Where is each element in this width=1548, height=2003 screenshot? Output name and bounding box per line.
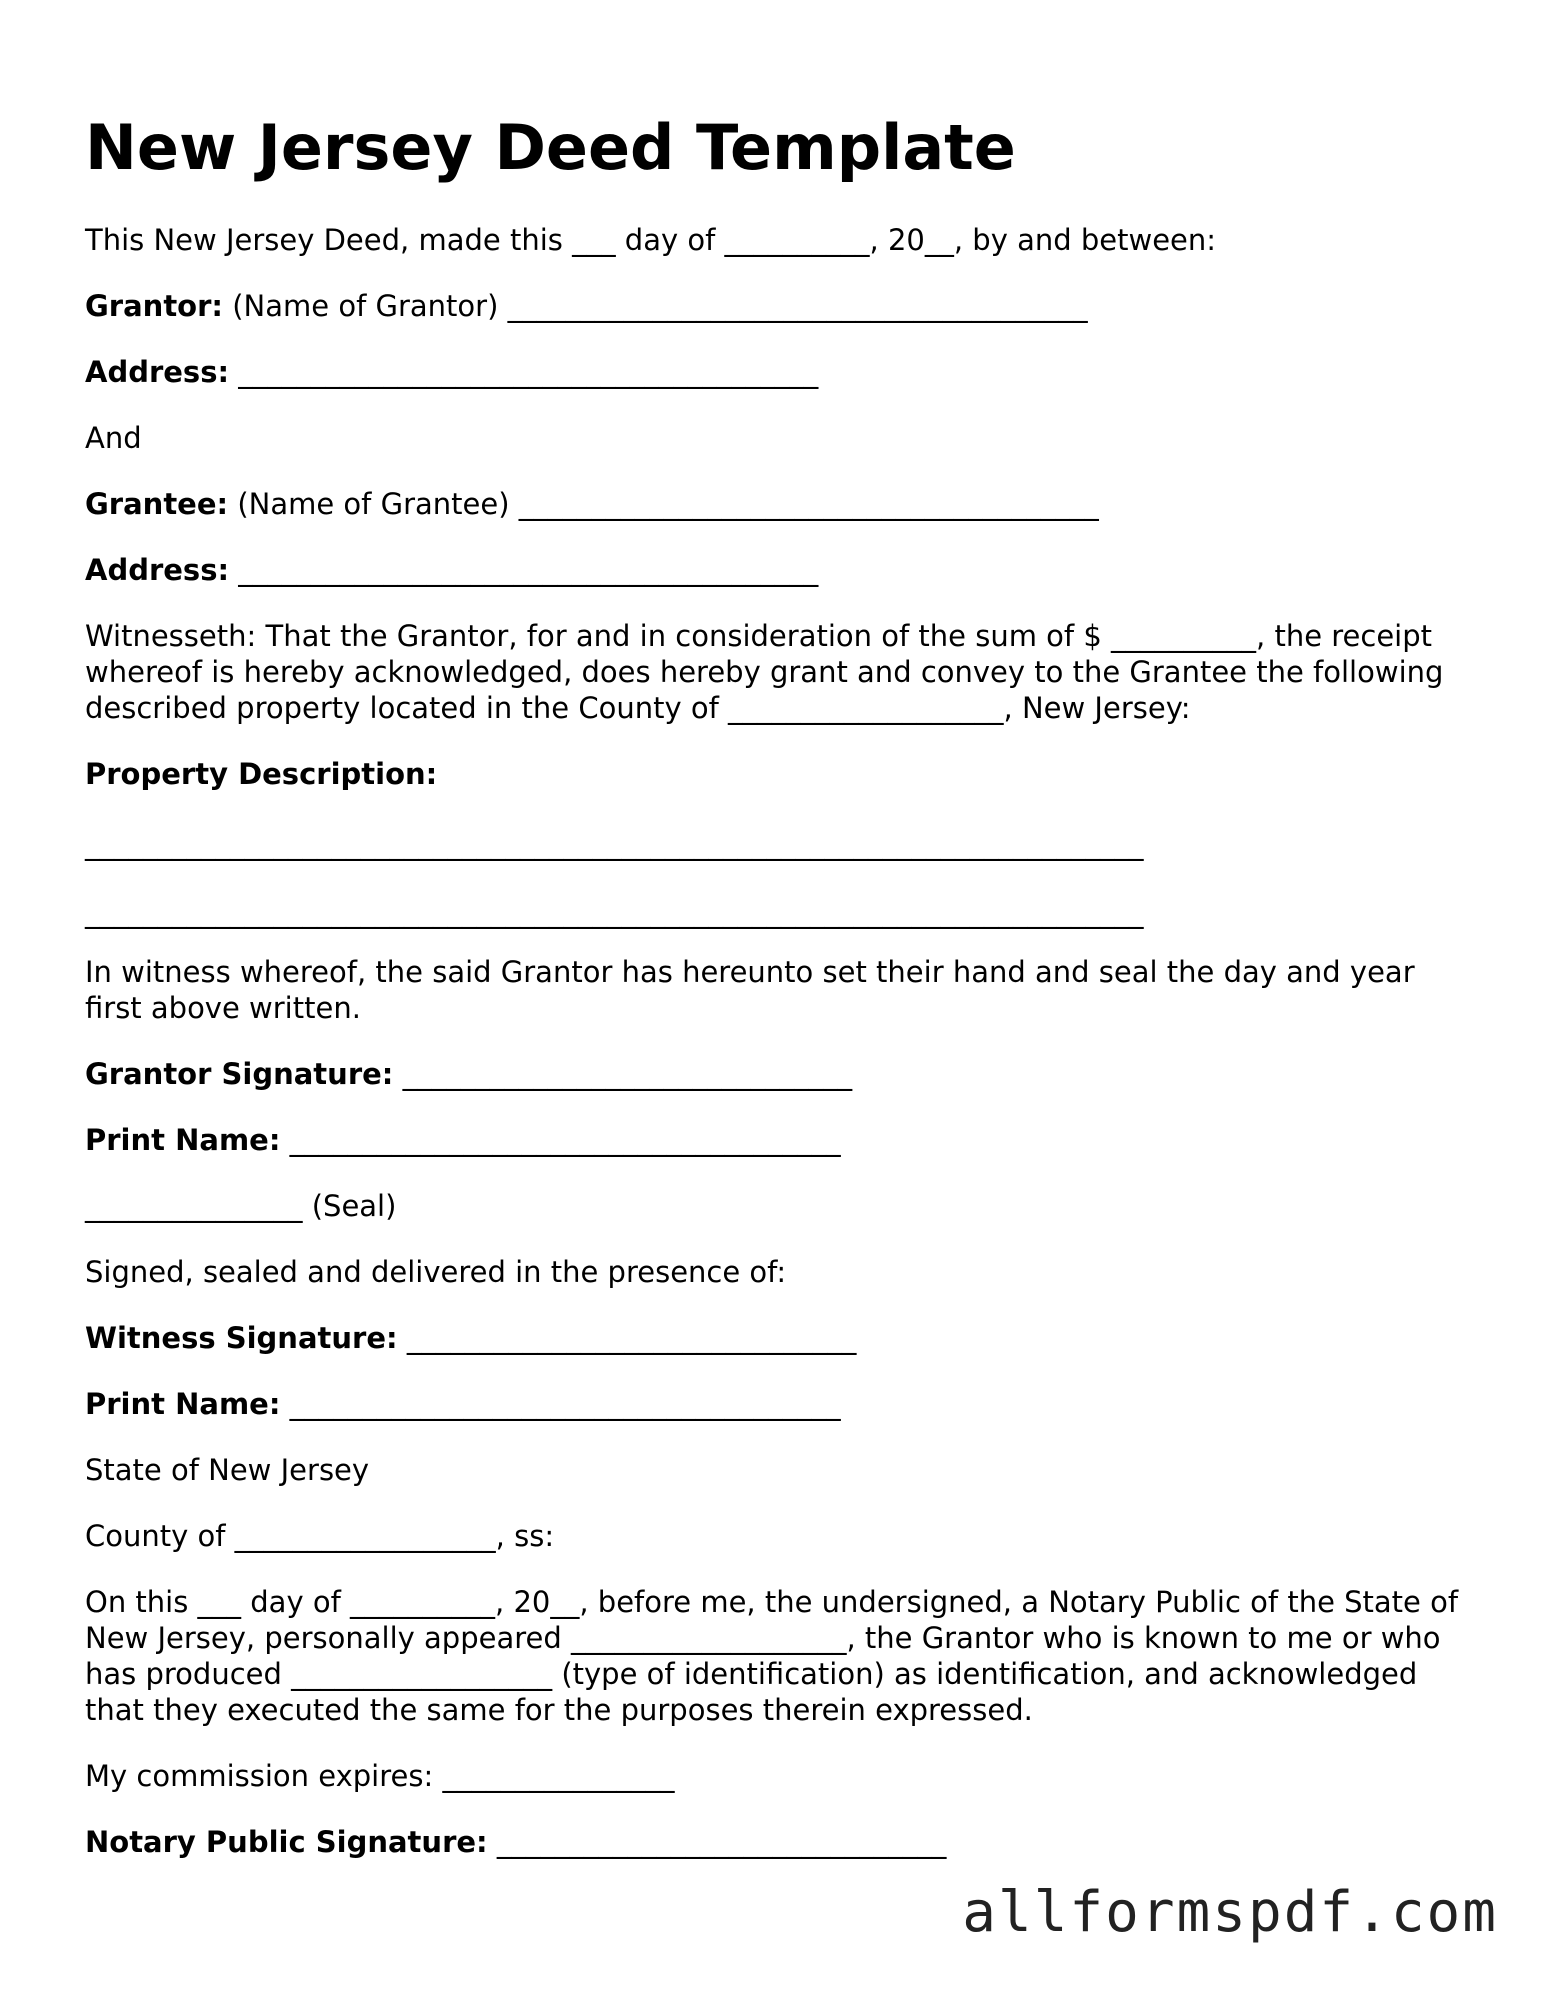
property-description-line-1: _________________________________________________________________________ [85,827,1144,861]
in-witness-paragraph: In witness whereof, the said Grantor has hereunto set their hand and seal the day and year first above written. [85,955,1415,1025]
county-of-text: County of __________________, ss: [85,1519,555,1553]
page-title: New Jersey Deed Template [85,111,1016,184]
state-of-text: State of New Jersey [85,1453,370,1487]
seal-line: _______________ (Seal) [85,1189,397,1223]
notary-signature-line [85,1824,946,1860]
grantor-address-line [85,354,818,390]
grantee-address-field: ________________________________________ [229,553,819,587]
grantee-line [85,486,1099,522]
grantor-print-name-field: ______________________________________ [280,1123,841,1157]
notary-paragraph: On this ___ day of __________, 20__, before me, the undersigned, a Notary Public of the State of New Jersey, personally appeared ___________________, the Grantor who is known to me or who has produced __________________ (type of identification) as identification, and acknowledged that they executed the same for the purposes therein expressed. [85,1585,1459,1727]
grantor-signature-field: _______________________________ [393,1057,853,1091]
grantee-address-line [85,552,818,588]
grantee-address-label: Address: [85,553,230,587]
witness-print-name-field: ______________________________________ [280,1387,841,1421]
notary-signature-label: Notary Public Signature: [85,1825,488,1859]
grantor-signature-line [85,1056,852,1092]
grantee-label: Grantee: [85,487,229,521]
grantor-signature-label: Grantor Signature: [85,1057,394,1091]
grantor-address-label: Address: [85,355,230,389]
signed-sealed-text: Signed, sealed and delivered in the presence of: [85,1255,787,1289]
grantor-print-name-line [85,1122,841,1158]
witness-signature-field: _______________________________ [397,1321,857,1355]
grantor-name-field: (Name of Grantor) ________________________________________ [223,289,1088,323]
property-description-label: Property Description: [85,757,438,791]
intro-line: This New Jersey Deed, made this ___ day of __________, 20__, by and between: [85,223,1217,257]
grantee-name-field: (Name of Grantee) ________________________________________ [228,487,1099,521]
watermark: allformspdf.com [962,1880,1498,1945]
witness-print-name-line [85,1386,841,1422]
witness-signature-line [85,1320,856,1356]
and-text: And [85,421,142,455]
grantor-print-name-label: Print Name: [85,1123,281,1157]
grantor-line [85,288,1088,324]
witness-print-name-label: Print Name: [85,1387,281,1421]
witnesseth-paragraph: Witnesseth: That the Grantor, for and in consideration of the sum of $ __________, the receipt whereof is hereby acknowledged, does hereby grant and convey to the Grantee the following described property located in the County of ___________________, New Jersey: [85,619,1444,725]
property-description-line-2: _________________________________________________________________________ [85,895,1144,929]
grantor-address-field: ________________________________________ [229,355,819,389]
notary-signature-field: _______________________________ [487,1825,947,1859]
grantor-label: Grantor: [85,289,224,323]
witness-signature-label: Witness Signature: [85,1321,398,1355]
commission-expires-text: My commission expires: ________________ [85,1759,675,1793]
